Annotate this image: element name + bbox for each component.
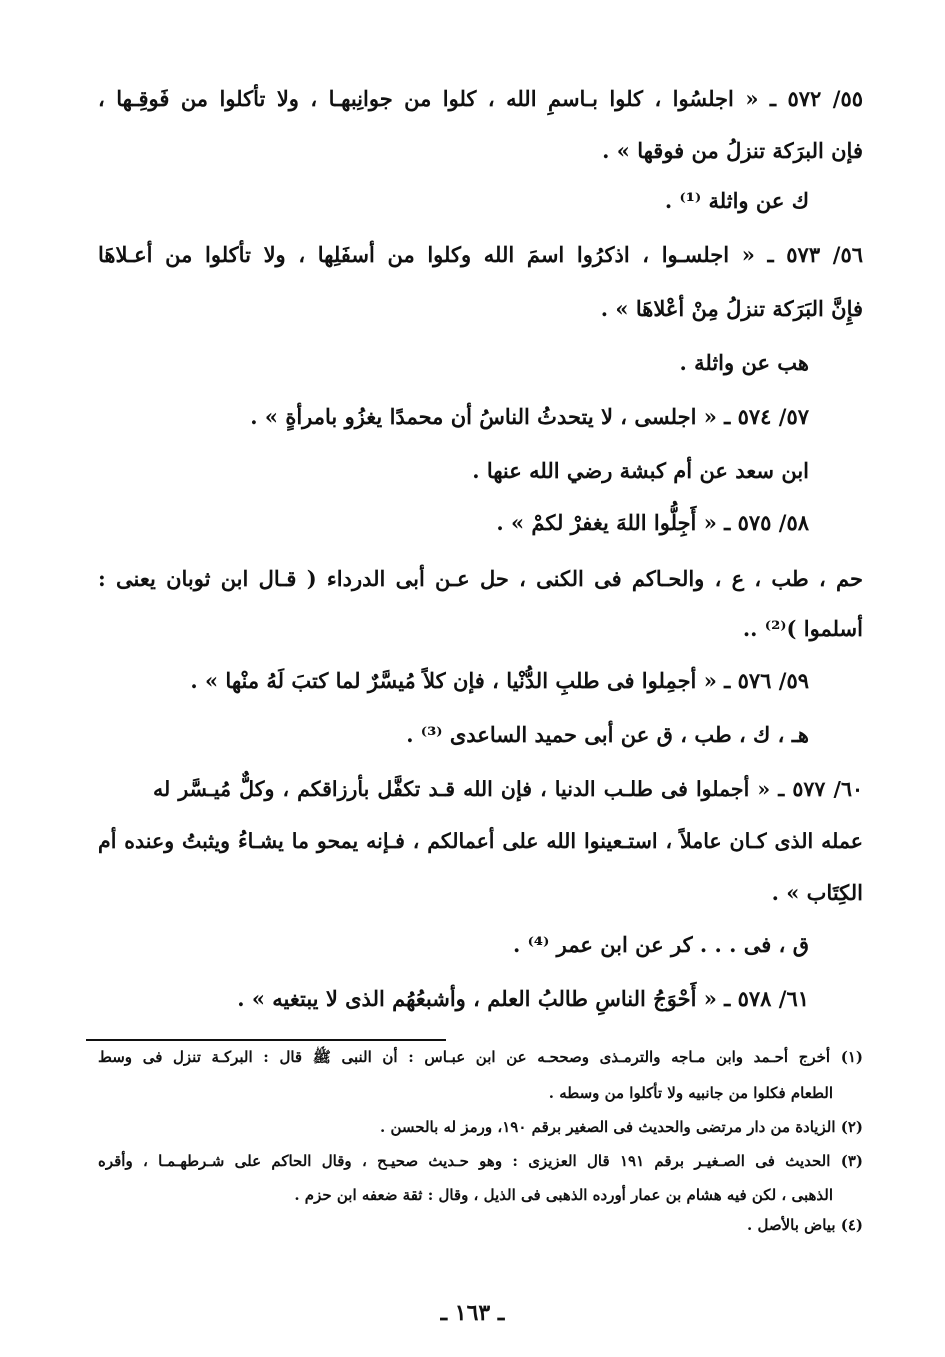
footnote-4: (٤) بياض بالأصل . [747, 1216, 863, 1234]
hadith-59-line-1: ٥٩/ ٥٧٦ ـ « أجمِلوا فى طلبِ الدُّنْيا ، فإن كلاً مُيسَّرٌ لما كتبَ لَهُ منْها » . [190, 668, 809, 693]
hadith-60-line-3: الكِتَاب » . [771, 880, 863, 905]
hadith-60-line-2: عمله الذى كـان عاملاً ، استـعينوا الله على أعمالكم ، فـإنه يمحو ما يشـاءُ ويثبتُ وعنده أم [98, 829, 863, 853]
footnote-2: (٢) الزيادة من دار مرتضى والحديث فى الصغير برقم ١٩٠، ورمز له بالحسن . [380, 1118, 863, 1136]
hadith-56-line-1: ٥٦/ ٥٧٣ ـ « اجلسـوا ، اذكرُوا اسمَ الله وكلوا من أسفَلِها ، ولا تأكلوا من أعـلاهَا [98, 242, 864, 267]
hadith-60-line-1: ٦٠/ ٥٧٧ ـ « أجملوا فى طلـب الدنيا ، فإن الله قـد تكفَّل بأرزاقكم ، وكلٌّ مُيـسَّر له [153, 777, 863, 801]
hadith-61-line-1: ٦١/ ٥٧٨ ـ « أَحْوَجُ الناسِ طالبُ العلم ، وأشبعُهُم الذى لا يبتغيه » . [237, 986, 809, 1011]
hadith-57-line-1: ٥٧/ ٥٧٤ ـ « اجلسى ، لا يتحدثُ الناسُ أن محمدًا يغزُو بامرأةٍ » . [250, 404, 809, 429]
page-number: ـ ١٦٣ ـ [440, 1300, 505, 1326]
hadith-57-source: ابن سعد عن أم كبشة رضي الله عنها . [472, 458, 809, 483]
footnote-3-line-2: الذهبى ، لكن فيه هشام بن عمار أورده الذهبى فى الذيل ، وقال : ثقة ضعفه ابن حزم . [294, 1186, 833, 1204]
hadith-55-line-1: ٥٥/ ٥٧٢ ـ « اجلسُوا ، كلوا بـاسمِ الله ، كلوا من جوانِبهـا ، ولا تأكلوا من فَوقِـها ، [98, 86, 864, 111]
footnote-3-line-1: (٣) الحديث فى الصـغيـر برقم ١٩١ قال العزيزى : وهو حـديث صحيـح ، وقال الحاكم على شـرطهـمـا ، وأقره [98, 1152, 863, 1170]
hadith-60-source: ق ، فى . . . كر عن ابن عمر ⁽⁴⁾ . [512, 932, 809, 957]
hadith-56-line-2: فإِنَّ البَرَكة تنزلُ مِنْ أعْلاهَا » . [600, 296, 863, 321]
footnote-1-line-2: الطعام فكلوا من جانبيه ولا تأكلوا من وسطه . [548, 1084, 833, 1102]
footnote-1-line-1: (١) أخرج أحـمد وابن مـاجه والترمـذى وصححـه عن ابن عبـاس : أن النبى ﷺ قال : البركـة تنزل فى وسط [98, 1048, 863, 1066]
hadith-58-source-2: أسلموا )⁽²⁾ .. [742, 616, 863, 641]
hadith-58-source-1: حم ، طب ، ع ، والحـاكم فى الكنى ، حل عـن أبى الدرداء ( قـال ابن ثوبان يعنى : [98, 566, 863, 591]
hadith-58-line-1: ٥٨/ ٥٧٥ ـ « أَجِلُّوا اللهَ يغفرْ لكمْ » . [496, 510, 809, 535]
hadith-56-source: هب عن واثلة . [679, 350, 809, 375]
hadith-55-line-2: فإن البرَكة تنزلُ من فوقها » . [602, 138, 863, 163]
footnote-divider [86, 1039, 446, 1041]
hadith-55-source: ك عن واثلة ⁽¹⁾ . [664, 188, 809, 213]
hadith-59-source: هـ ، ك ، طب ، ق عن أبى حميد الساعدى ⁽³⁾ . [406, 722, 809, 747]
